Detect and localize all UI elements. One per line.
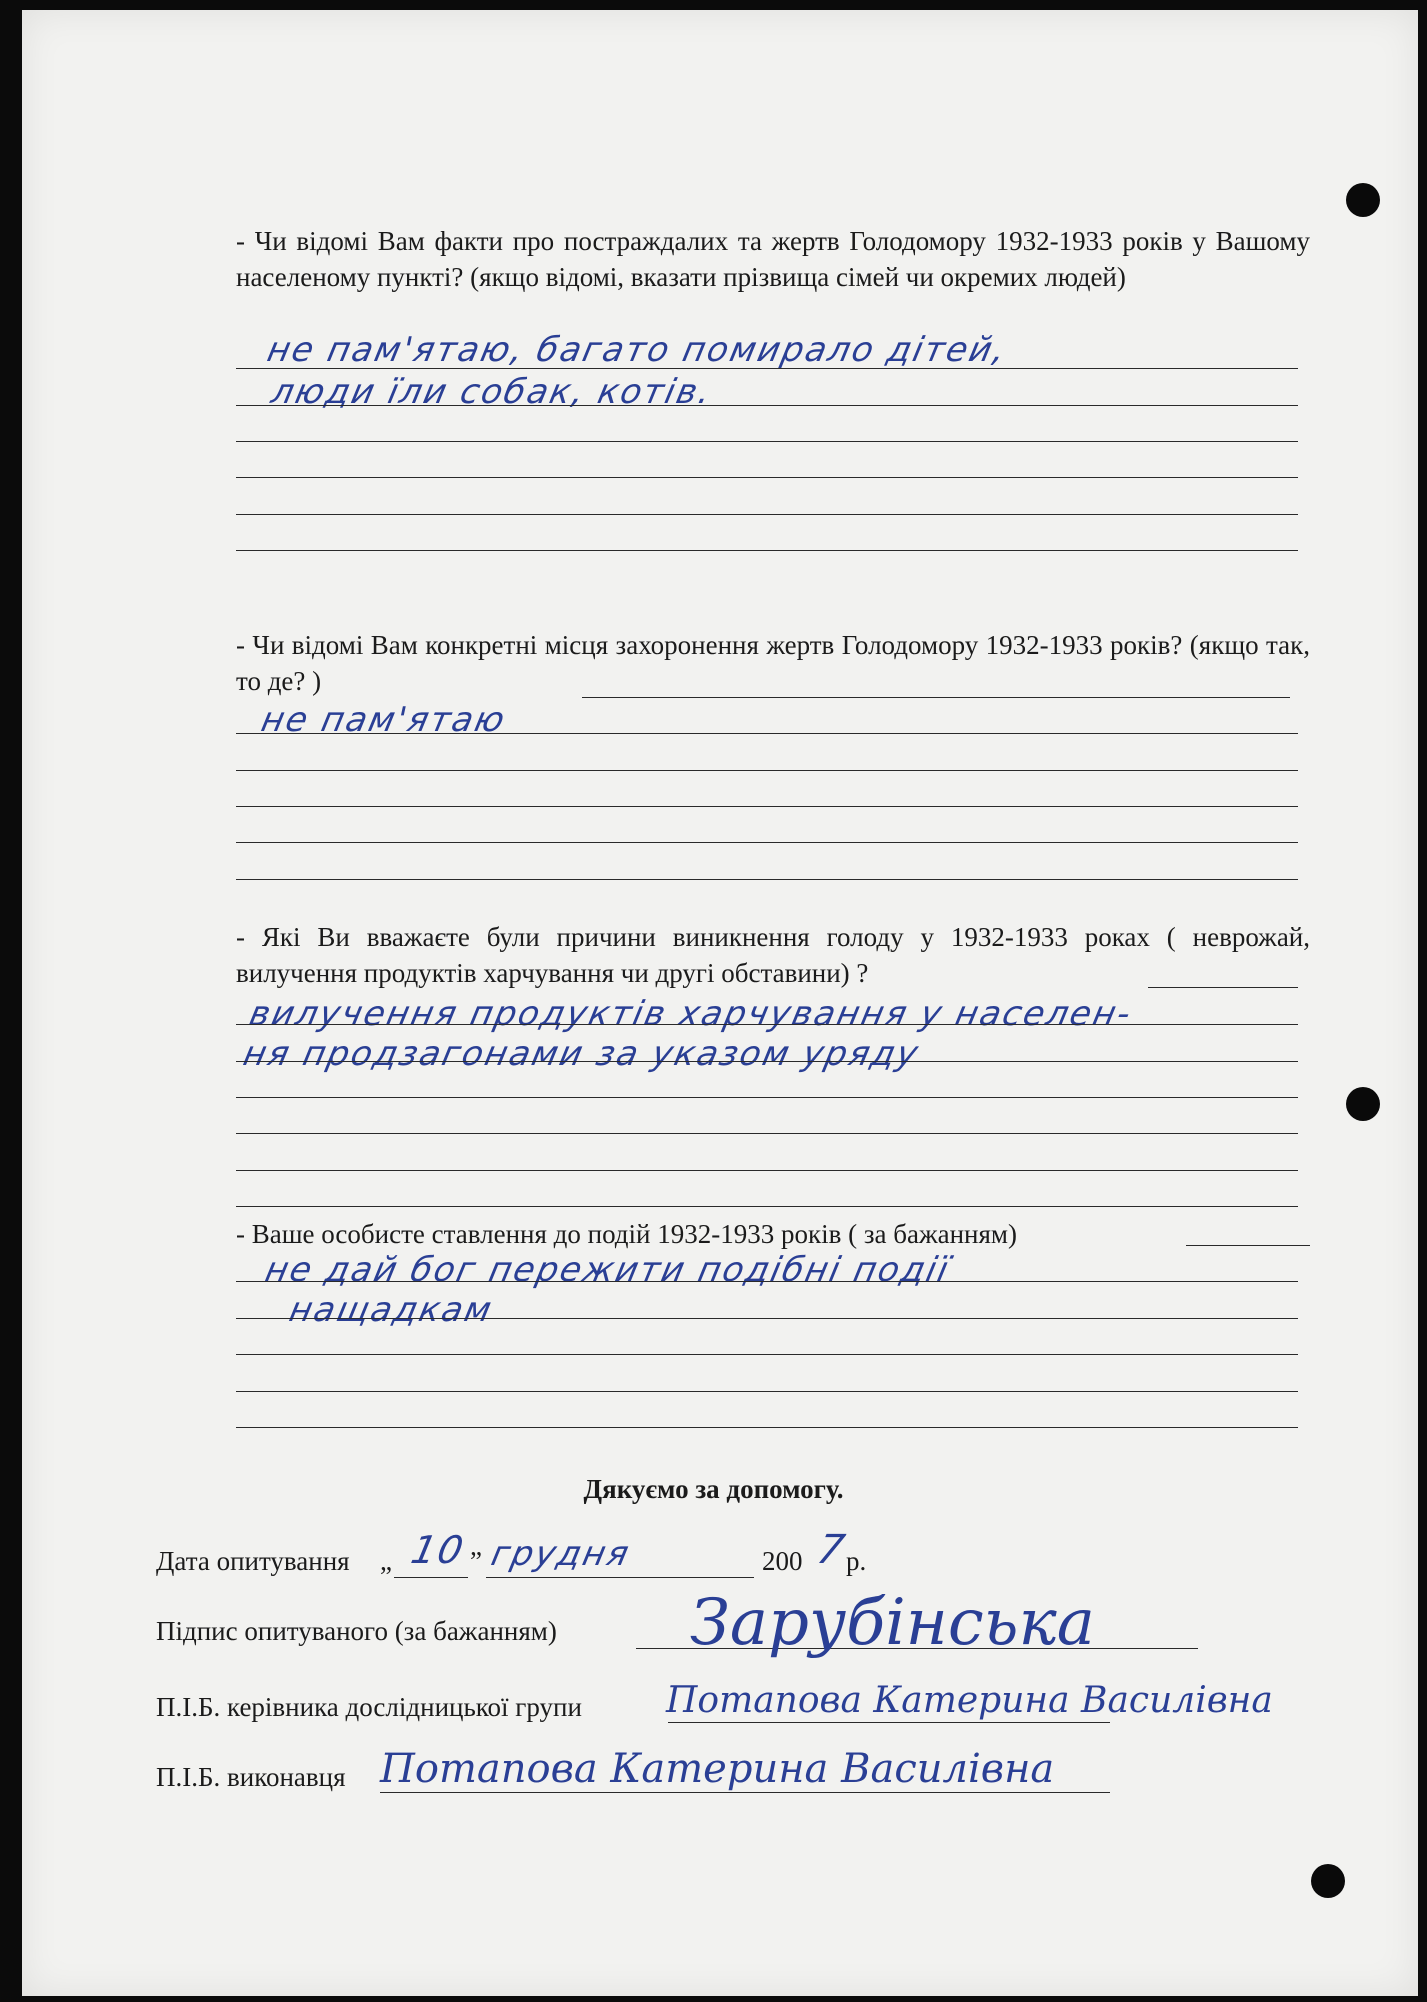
thanks-heading: Дякуємо за допомогу.	[583, 1474, 844, 1504]
answer-line	[236, 405, 1298, 406]
answer-line	[236, 733, 1298, 734]
year-prefix: 200	[762, 1546, 803, 1576]
question-4-answer-line-1: не дай бог пережити подібні події	[261, 1250, 954, 1290]
answer-line	[236, 1354, 1298, 1355]
answer-line	[236, 806, 1298, 807]
answer-line	[236, 477, 1298, 478]
executor-line	[380, 1792, 1110, 1793]
answer-line	[236, 1318, 1298, 1319]
executor-label: П.І.Б. виконавця	[156, 1762, 346, 1792]
question-3-answer-line-1: вилучення продуктів харчування у населен-	[245, 994, 1136, 1034]
answer-line	[236, 368, 1298, 369]
question-1-answer-line-2: люди їли собак, котів.	[267, 372, 716, 412]
year-suffix: р.	[846, 1546, 867, 1576]
punch-hole-top	[1346, 183, 1380, 217]
answer-line	[236, 441, 1298, 442]
answer-line	[236, 770, 1298, 771]
answer-line	[236, 1427, 1298, 1428]
question-3-answer-line-2: ня продзагонами за указом уряду	[239, 1034, 924, 1074]
question-1-answer-line-1: не пам'ятаю, багато помирало дітей,	[263, 330, 1011, 370]
executor-name: Потапова Катерина Василівна	[380, 1746, 1055, 1792]
question-4-answer-line-2: нащадкам	[285, 1290, 497, 1330]
answer-line	[236, 1281, 1298, 1282]
answer-line	[236, 842, 1298, 843]
answer-line	[236, 1206, 1298, 1207]
answer-line	[236, 1391, 1298, 1392]
punch-hole-middle	[1346, 1087, 1380, 1121]
question-3-text: - Які Ви вважаєте були причини виникнення голоду у 1932-1933 роках ( неврожай, вилучення продуктів харчування чи другі обставини) ?	[236, 922, 1310, 988]
answer-line	[236, 550, 1298, 551]
research-leader-name: Потапова Катерина Василівна	[666, 1680, 1273, 1721]
answer-line	[1148, 987, 1298, 988]
answer-line	[236, 1024, 1298, 1025]
question-2-answer-line-1: не пам'ятаю	[257, 700, 510, 740]
answer-line	[582, 697, 1290, 698]
survey-date-label: Дата опитування	[156, 1546, 350, 1576]
question-2-text: - Чи відомі Вам конкретні місця захоронення жертв Голодомору 1932-1933 років? (якщо так, то де? )	[236, 630, 1310, 696]
respondent-signature-label: Підпис опитуваного (за бажанням)	[156, 1616, 557, 1646]
research-leader-label: П.І.Б. керівника дослідницької групи	[156, 1692, 582, 1722]
date-day-line	[394, 1577, 468, 1578]
respondent-signature: Зарубінська	[690, 1586, 1095, 1660]
question-1-text: - Чи відомі Вам факти про постраждалих та жертв Голодомору 1932-1933 років у Вашому населеному пункті? (якщо відомі, вказати прізвища сімей чи окремих людей)	[236, 226, 1310, 292]
answer-line	[236, 514, 1298, 515]
question-4-text: - Ваше особисте ставлення до подій 1932-1933 років ( за бажанням)	[236, 1219, 1017, 1249]
answer-line	[236, 1170, 1298, 1171]
date-open-quote: „	[380, 1546, 392, 1576]
answer-line	[236, 879, 1298, 880]
answer-line	[236, 1097, 1298, 1098]
punch-hole-bottom	[1311, 1864, 1345, 1898]
answer-line	[236, 1061, 1298, 1062]
survey-date-day: 10	[407, 1528, 470, 1572]
date-month-line	[486, 1577, 754, 1578]
survey-date-month: грудня	[487, 1534, 635, 1574]
survey-date-year-digit: 7	[813, 1527, 851, 1573]
date-close-quote: ”	[470, 1546, 482, 1576]
answer-line	[1186, 1245, 1310, 1246]
answer-line	[236, 1133, 1298, 1134]
leader-line	[668, 1722, 1110, 1723]
